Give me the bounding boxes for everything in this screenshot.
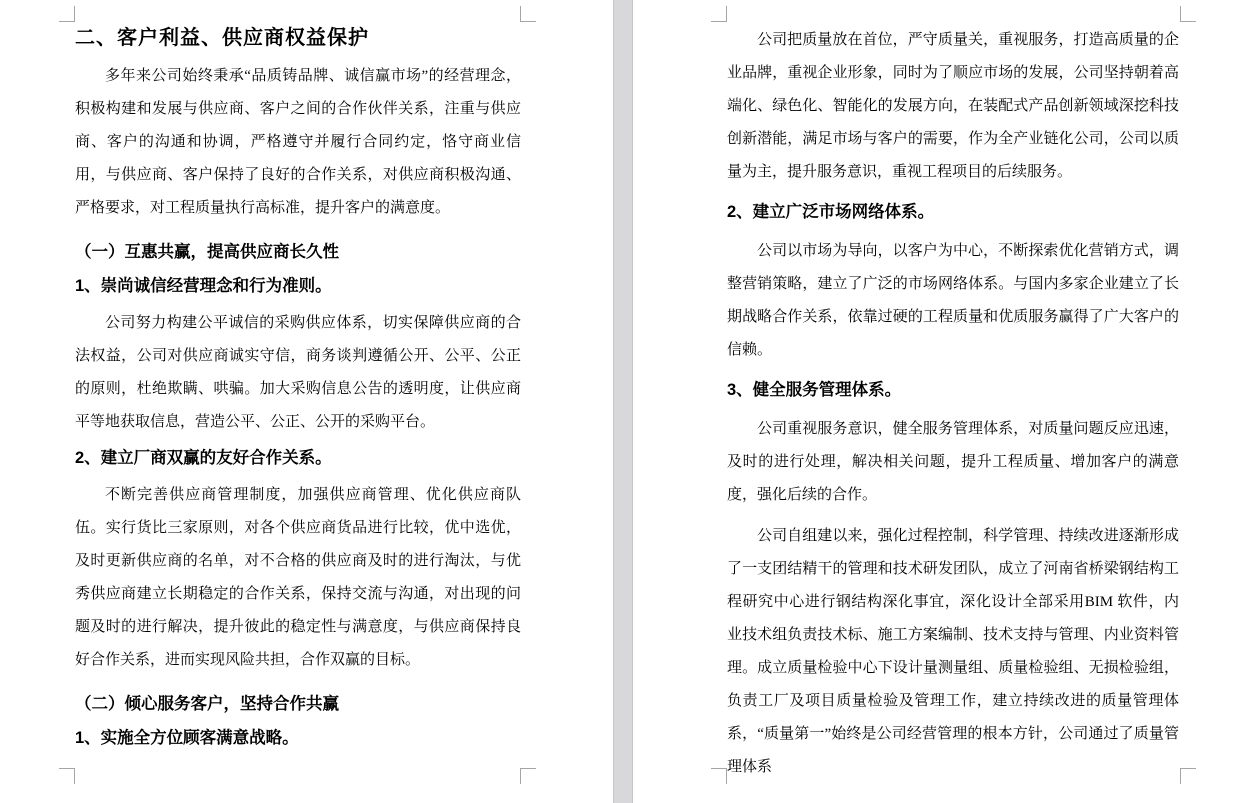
crop-mark-top-left <box>711 6 727 22</box>
document-heading: 2、建立厂商双赢的友好合作关系。 <box>75 449 332 467</box>
crop-mark-bottom-right <box>520 768 536 784</box>
page-2[interactable] <box>633 0 1234 803</box>
document-paragraph: 多年来公司始终秉承“品质铸品牌、诚信赢市场”的经营理念，积极构建和发展与供应商、客户之间的合作伙伴关系，注重与供应商、客户的沟通和协调，严格遵守并履行合同约定，恪守商业信用，与供应商、客户保持了良好的合作关系，对供应商积极沟通、严格要求，对工程质量执行高标准，提升客户的满意度。 <box>75 68 521 216</box>
crop-mark-bottom-right <box>1180 768 1196 784</box>
document-heading: （二）倾心服务客户，坚持合作共赢 <box>75 695 339 713</box>
page-1-text-area[interactable] <box>75 22 521 753</box>
page-1[interactable] <box>0 0 613 803</box>
crop-mark-bottom-left <box>59 768 75 784</box>
document-paragraph: 公司重视服务意识，健全服务管理体系，对质量问题反应迅速，及时的进行处理，解决相关问题，提升工程质量、增加客户的满意度，强化后续的合作。 <box>727 421 1179 503</box>
document-heading: 3、健全服务管理体系。 <box>727 381 902 399</box>
document-heading: 1、崇尚诚信经营理念和行为准则。 <box>75 277 332 295</box>
document-heading: 二、客户利益、供应商权益保护 <box>75 27 369 49</box>
document-paragraph: 公司以市场为导向，以客户为中心，不断探索优化营销方式，调整营销策略，建立了广泛的市场网络体系。与国内多家企业建立了长期战略合作关系，依靠过硬的工程质量和优质服务赢得了广大客户的信赖。 <box>727 243 1179 358</box>
crop-mark-top-right <box>1180 6 1196 22</box>
document-heading: 2、建立广泛市场网络体系。 <box>727 203 935 221</box>
document-paragraph: 公司把质量放在首位，严守质量关，重视服务，打造高质量的企业品牌，重视企业形象，同时为了顺应市场的发展，公司坚持朝着高端化、绿色化、智能化的发展方向，在装配式产品创新领域深挖科技创新潜能，满足市场与客户的需要，作为全产业链化公司，公司以质量为主，提升服务意识，重视工程项目的后续服务。 <box>727 32 1179 180</box>
document-paragraph: 不断完善供应商管理制度，加强供应商管理、优化供应商队伍。实行货比三家原则，对各个供应商货品进行比较，优中选优，及时更新供应商的名单，对不合格的供应商及时的进行淘汰，与优秀供应商建立长期稳定的合作关系，保持交流与沟通，对出现的问题及时的进行解决，提升彼此的稳定性与满意度，与供应商保持良好合作关系，进而实现风险共担，合作双赢的目标。 <box>75 487 521 668</box>
document-paragraph: 公司努力构建公平诚信的采购供应体系，切实保障供应商的合法权益，公司对供应商诚实守信，商务谈判遵循公开、公平、公正的原则，杜绝欺瞒、哄骗。加大采购信息公告的透明度，让供应商平等地获取信息，营造公平、公正、公开的采购平台。 <box>75 315 521 430</box>
document-paragraph: 公司自组建以来，强化过程控制，科学管理、持续改进逐渐形成了一支团结精干的管理和技术研发团队，成立了河南省桥梁钢结构工程研究中心进行钢结构深化事宜，深化设计全部采用BIM 软件，内业技术组负责技术标、施工方案编制、技术支持与管理、内业资料管理。成立质量检验中心下设计量测量组、质量检验组、无损检验组，负责工厂及项目质量检验及管理工作，建立持续改进的质量管理体系，“质量第一”始终是公司经营管理的根本方针，公司通过了质量管理体系 <box>727 528 1179 775</box>
crop-mark-bottom-left <box>711 768 727 784</box>
document-heading: 1、实施全方位顾客满意战略。 <box>75 729 299 747</box>
document-heading: （一）互惠共赢，提高供应商长久性 <box>75 243 339 261</box>
page-2-text-area[interactable] <box>727 22 1179 784</box>
crop-mark-top-right <box>520 6 536 22</box>
crop-mark-top-left <box>59 6 75 22</box>
